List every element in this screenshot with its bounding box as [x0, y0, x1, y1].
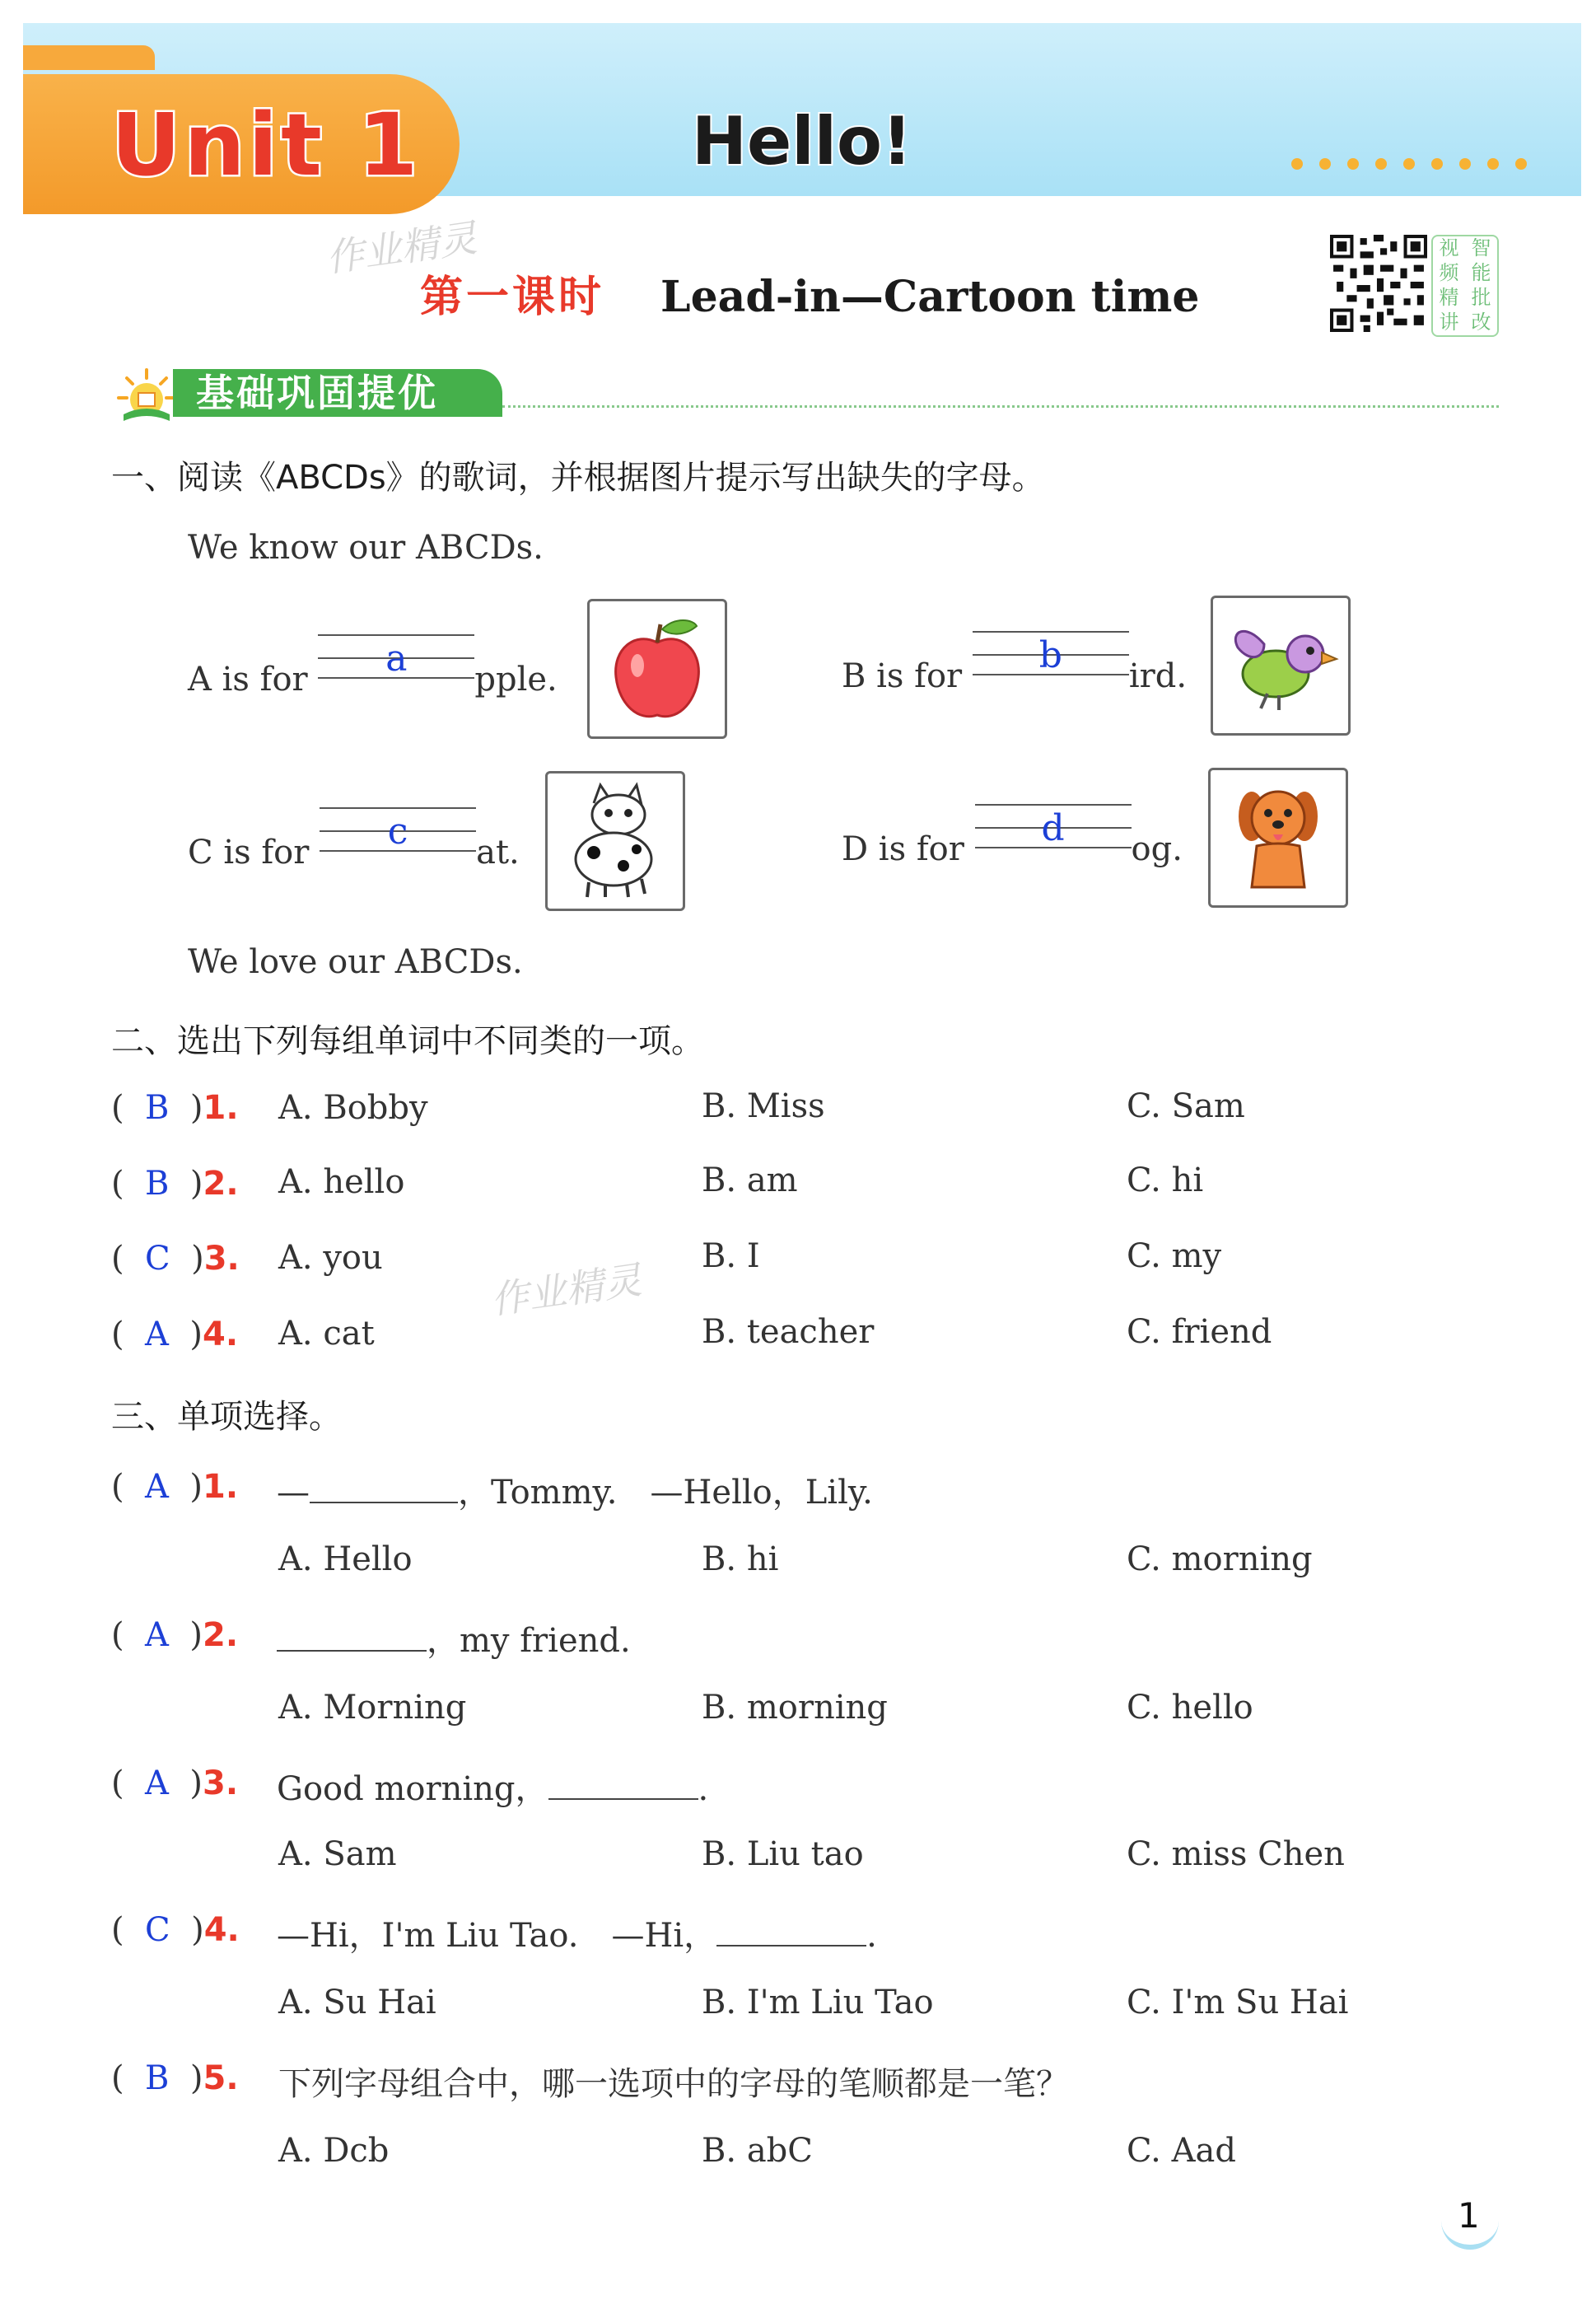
option-a[interactable]: A. Bobby [278, 1089, 428, 1127]
answer-blank[interactable] [548, 1769, 698, 1800]
question-stem: Good morning， . [277, 1770, 709, 1808]
abc-item-d: D is for d og. [842, 811, 1183, 868]
part2-heading: 二、选出下列每组单词中不同类的一项。 [111, 1022, 704, 1060]
option-a[interactable]: A. Morning [278, 1689, 467, 1727]
option-b[interactable]: B. I [702, 1237, 760, 1275]
section-banner: 基础巩固提优 [173, 369, 502, 417]
option-b[interactable]: B. hi [702, 1540, 779, 1578]
answer-letter: C [145, 1911, 170, 1949]
answer-letter: A [145, 1764, 169, 1802]
option-a[interactable]: A. Su Hai [278, 1984, 436, 2021]
answer-letter: C [145, 1240, 170, 1278]
answer-letter: B [145, 2059, 170, 2097]
answer-letter: A [145, 1316, 169, 1353]
dog-picture [1208, 768, 1348, 908]
qr-label: 视 智 频 能 精 批 讲 改 [1431, 235, 1499, 337]
dog-icon [1211, 770, 1346, 905]
option-a[interactable]: A. you [278, 1239, 383, 1277]
option-a[interactable]: A. cat [278, 1315, 375, 1353]
option-a[interactable]: A. Hello [278, 1540, 413, 1578]
watermark: 作业精灵 [323, 215, 480, 281]
option-b[interactable]: B. Liu tao [702, 1835, 864, 1873]
sun-book-icon [115, 367, 178, 429]
unit-tab-strip [23, 45, 155, 70]
question-stem: —Hi，I'm Liu Tao. —Hi， . [277, 1917, 877, 1955]
part1-outro: We love our ABCDs. [188, 943, 523, 981]
option-c[interactable]: C. hi [1127, 1161, 1204, 1199]
option-b[interactable]: B. am [702, 1161, 798, 1199]
option-b[interactable]: B. Miss [702, 1087, 825, 1125]
question-row: ( A )4. [111, 1316, 239, 1353]
option-b[interactable]: B. morning [702, 1689, 888, 1727]
option-a[interactable]: A. Sam [278, 1835, 397, 1873]
part3-heading: 三、单项选择。 [111, 1398, 342, 1436]
qr-code-icon[interactable] [1330, 235, 1427, 332]
part1-heading: 一、阅读《ABCDs》的歌词，并根据图片提示写出缺失的字母。 [111, 459, 1045, 497]
lesson-title [420, 262, 1200, 324]
answer-letter: A [145, 1616, 169, 1654]
option-c[interactable]: C. hello [1127, 1689, 1253, 1727]
question-row: ( A )2. [111, 1616, 239, 1654]
question-stem: ，my friend. [277, 1615, 631, 1661]
option-a[interactable]: A. Dcb [278, 2132, 390, 2170]
option-c[interactable]: C. friend [1127, 1313, 1272, 1351]
option-b[interactable]: B. teacher [702, 1313, 875, 1351]
bird-picture [1211, 596, 1351, 736]
option-c[interactable]: C. I'm Su Hai [1127, 1984, 1349, 2021]
bird-icon [1213, 598, 1348, 733]
option-c[interactable]: C. miss Chen [1127, 1835, 1345, 1873]
answer-letter: A [145, 1468, 169, 1506]
page-number: 1 [1458, 2195, 1480, 2236]
page-title: Hello! [692, 103, 912, 180]
answer-blank[interactable]: a [318, 634, 474, 684]
question-row: ( B )2. [111, 1165, 239, 1203]
question-row: ( A )3. [111, 1764, 239, 1802]
answer-letter: B [145, 1089, 170, 1127]
question-row: ( C )4. [111, 1911, 240, 1949]
option-c[interactable]: C. Aad [1127, 2132, 1236, 2170]
option-a[interactable]: A. hello [278, 1163, 405, 1201]
question-row: ( A )1. [111, 1468, 239, 1506]
answer-blank[interactable]: d [975, 804, 1132, 853]
answer-letter: B [145, 1165, 170, 1203]
question-row: ( C )3. [111, 1240, 240, 1278]
abc-item-a: A is for a pple. [188, 641, 558, 699]
section-rule [502, 405, 1499, 408]
cat-icon [548, 773, 683, 909]
answer-blank[interactable] [310, 1472, 458, 1503]
option-c[interactable]: C. my [1127, 1237, 1222, 1275]
lesson-cn: 第一课时 [420, 273, 605, 322]
abc-item-c: C is for c at. [188, 814, 520, 872]
cat-picture [545, 771, 685, 911]
decorative-dots [1291, 158, 1527, 170]
option-c[interactable]: C. Sam [1127, 1087, 1245, 1125]
question-stem: 下列字母组合中，哪一选项中的字母的笔顺都是一笔？ [278, 2065, 1069, 2103]
apple-picture [587, 599, 727, 739]
answer-blank[interactable]: b [973, 631, 1129, 680]
option-b[interactable]: B. I'm Liu Tao [702, 1984, 934, 2021]
option-b[interactable]: B. abC [702, 2132, 813, 2170]
abc-item-b: B is for b ird. [842, 638, 1187, 695]
part1-intro: We know our ABCDs. [188, 529, 544, 567]
lesson-en: Lead-in—Cartoon time [660, 272, 1200, 322]
option-c[interactable]: C. morning [1127, 1540, 1313, 1578]
watermark: 作业精灵 [488, 1257, 645, 1323]
unit-title: Unit 1 [111, 95, 422, 195]
question-row: ( B )5. [111, 2059, 239, 2097]
question-row: ( B )1. [111, 1089, 239, 1127]
apple-icon [590, 601, 725, 736]
answer-blank[interactable] [277, 1620, 427, 1652]
question-stem: — ，Tommy. —Hello，Lily. [277, 1474, 873, 1512]
answer-blank[interactable] [716, 1915, 866, 1946]
answer-blank[interactable]: c [320, 807, 476, 857]
